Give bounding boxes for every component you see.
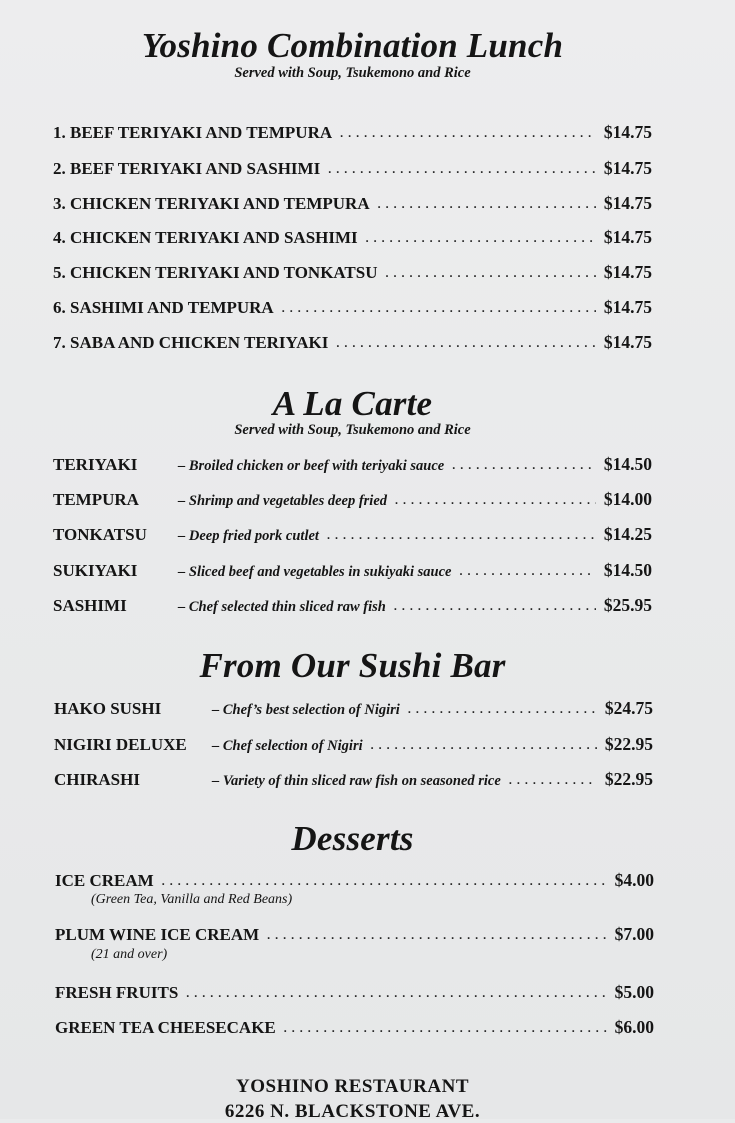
leader-dots bbox=[186, 986, 606, 1001]
item-name: 7. SABA AND CHICKEN TERIYAKI bbox=[53, 333, 329, 352]
item-name: 4. CHICKEN TERIYAKI AND SASHIMI bbox=[53, 228, 358, 247]
menu-item bbox=[53, 489, 652, 513]
item-name: 3. CHICKEN TERIYAKI AND TEMPURA bbox=[53, 194, 370, 213]
item-note: (21 and over) bbox=[91, 947, 168, 962]
item-description: – Chef selected thin sliced raw fish bbox=[178, 599, 386, 615]
item-price: $22.95 bbox=[604, 769, 653, 789]
restaurant-address: 6226 N. BLACKSTONE AVE. bbox=[224, 1101, 481, 1122]
sushibar-title: From Our Sushi Bar bbox=[199, 646, 506, 685]
leader-dots bbox=[452, 458, 596, 473]
menu-item bbox=[53, 297, 652, 321]
leader-dots bbox=[386, 266, 596, 281]
desserts-title: Desserts bbox=[291, 819, 414, 858]
leader-dots bbox=[371, 738, 597, 753]
item-name: 1. BEEF TERIYAKI AND TEMPURA bbox=[53, 123, 333, 142]
item-name: TONKATSU bbox=[53, 525, 147, 544]
menu-item bbox=[53, 227, 652, 251]
menu-item bbox=[53, 122, 652, 146]
restaurant-name: YOSHINO RESTAURANT bbox=[236, 1076, 469, 1097]
menu-item bbox=[53, 332, 652, 356]
item-price: $14.75 bbox=[603, 262, 652, 282]
leader-dots bbox=[340, 126, 596, 141]
item-note: (Green Tea, Vanilla and Red Beans) bbox=[91, 892, 293, 907]
leader-dots bbox=[366, 231, 596, 246]
item-name: SASHIMI bbox=[53, 596, 127, 615]
leader-dots bbox=[327, 528, 596, 543]
item-description: – Sliced beef and vegetables in sukiyaki sauce bbox=[178, 564, 452, 580]
item-price: $14.75 bbox=[603, 227, 652, 247]
item-name: NIGIRI DELUXE bbox=[54, 735, 187, 754]
item-price: $14.50 bbox=[603, 454, 652, 474]
menu-item bbox=[54, 698, 653, 722]
item-description: – Broiled chicken or beef with teriyaki sauce bbox=[178, 458, 445, 474]
menu-item bbox=[53, 524, 652, 548]
item-price: $7.00 bbox=[614, 924, 654, 944]
menu-item bbox=[55, 1017, 654, 1041]
item-name: CHIRASHI bbox=[54, 770, 140, 789]
menu-item bbox=[55, 924, 654, 948]
menu-item bbox=[53, 158, 652, 182]
item-description: – Deep fried pork cutlet bbox=[178, 528, 319, 544]
item-name: GREEN TEA CHEESECAKE bbox=[55, 1018, 276, 1037]
item-description: – Shrimp and vegetables deep fried bbox=[178, 493, 388, 509]
menu-item bbox=[53, 454, 652, 478]
combination-subtitle: Served with Soup, Tsukemono and Rice bbox=[234, 65, 471, 81]
item-price: $25.95 bbox=[603, 595, 652, 615]
leader-dots bbox=[282, 301, 596, 316]
alacarte-title: A La Carte bbox=[272, 384, 433, 423]
item-name: ICE CREAM bbox=[55, 871, 154, 890]
item-name: TEMPURA bbox=[53, 490, 139, 509]
item-price: $14.00 bbox=[603, 489, 652, 509]
item-price: $14.75 bbox=[603, 122, 652, 142]
item-price: $14.75 bbox=[603, 297, 652, 317]
leader-dots bbox=[408, 702, 597, 717]
leader-dots bbox=[459, 564, 595, 579]
item-name: FRESH FRUITS bbox=[55, 983, 179, 1002]
combination-title: Yoshino Combination Lunch bbox=[141, 26, 564, 65]
item-price: $14.75 bbox=[603, 332, 652, 352]
item-description: – Chef’s best selection of Nigiri bbox=[212, 702, 400, 718]
leader-dots bbox=[394, 599, 596, 614]
item-price: $14.50 bbox=[603, 560, 652, 580]
menu-item bbox=[54, 769, 653, 793]
item-name: TERIYAKI bbox=[53, 455, 138, 474]
item-price: $24.75 bbox=[604, 698, 653, 718]
item-name: 5. CHICKEN TERIYAKI AND TONKATSU bbox=[53, 263, 378, 282]
leader-dots bbox=[509, 773, 597, 788]
item-price: $14.75 bbox=[603, 158, 652, 178]
leader-dots bbox=[395, 493, 596, 508]
item-price: $5.00 bbox=[614, 982, 654, 1002]
item-price: $4.00 bbox=[614, 870, 654, 890]
menu-item bbox=[53, 560, 652, 584]
item-name: PLUM WINE ICE CREAM bbox=[55, 925, 260, 944]
menu-item bbox=[54, 734, 653, 758]
item-name: 6. SASHIMI AND TEMPURA bbox=[53, 298, 274, 317]
item-description: – Chef selection of Nigiri bbox=[212, 738, 363, 754]
item-price: $14.75 bbox=[603, 193, 652, 213]
menu-item bbox=[53, 595, 652, 619]
item-name: HAKO SUSHI bbox=[54, 699, 162, 718]
leader-dots bbox=[336, 336, 595, 351]
item-price: $6.00 bbox=[614, 1017, 654, 1037]
item-price: $14.25 bbox=[603, 524, 652, 544]
leader-dots bbox=[267, 928, 606, 943]
item-name: 2. BEEF TERIYAKI AND SASHIMI bbox=[53, 159, 321, 178]
menu-item bbox=[53, 193, 652, 217]
leader-dots bbox=[284, 1021, 607, 1036]
menu-item bbox=[55, 982, 654, 1006]
item-price: $22.95 bbox=[604, 734, 653, 754]
alacarte-subtitle: Served with Soup, Tsukemono and Rice bbox=[234, 422, 471, 438]
leader-dots bbox=[378, 197, 596, 212]
menu-item bbox=[53, 262, 652, 286]
leader-dots bbox=[328, 162, 596, 177]
item-name: SUKIYAKI bbox=[53, 561, 138, 580]
item-description: – Variety of thin sliced raw fish on seasoned rice bbox=[212, 773, 501, 789]
leader-dots bbox=[162, 874, 607, 889]
